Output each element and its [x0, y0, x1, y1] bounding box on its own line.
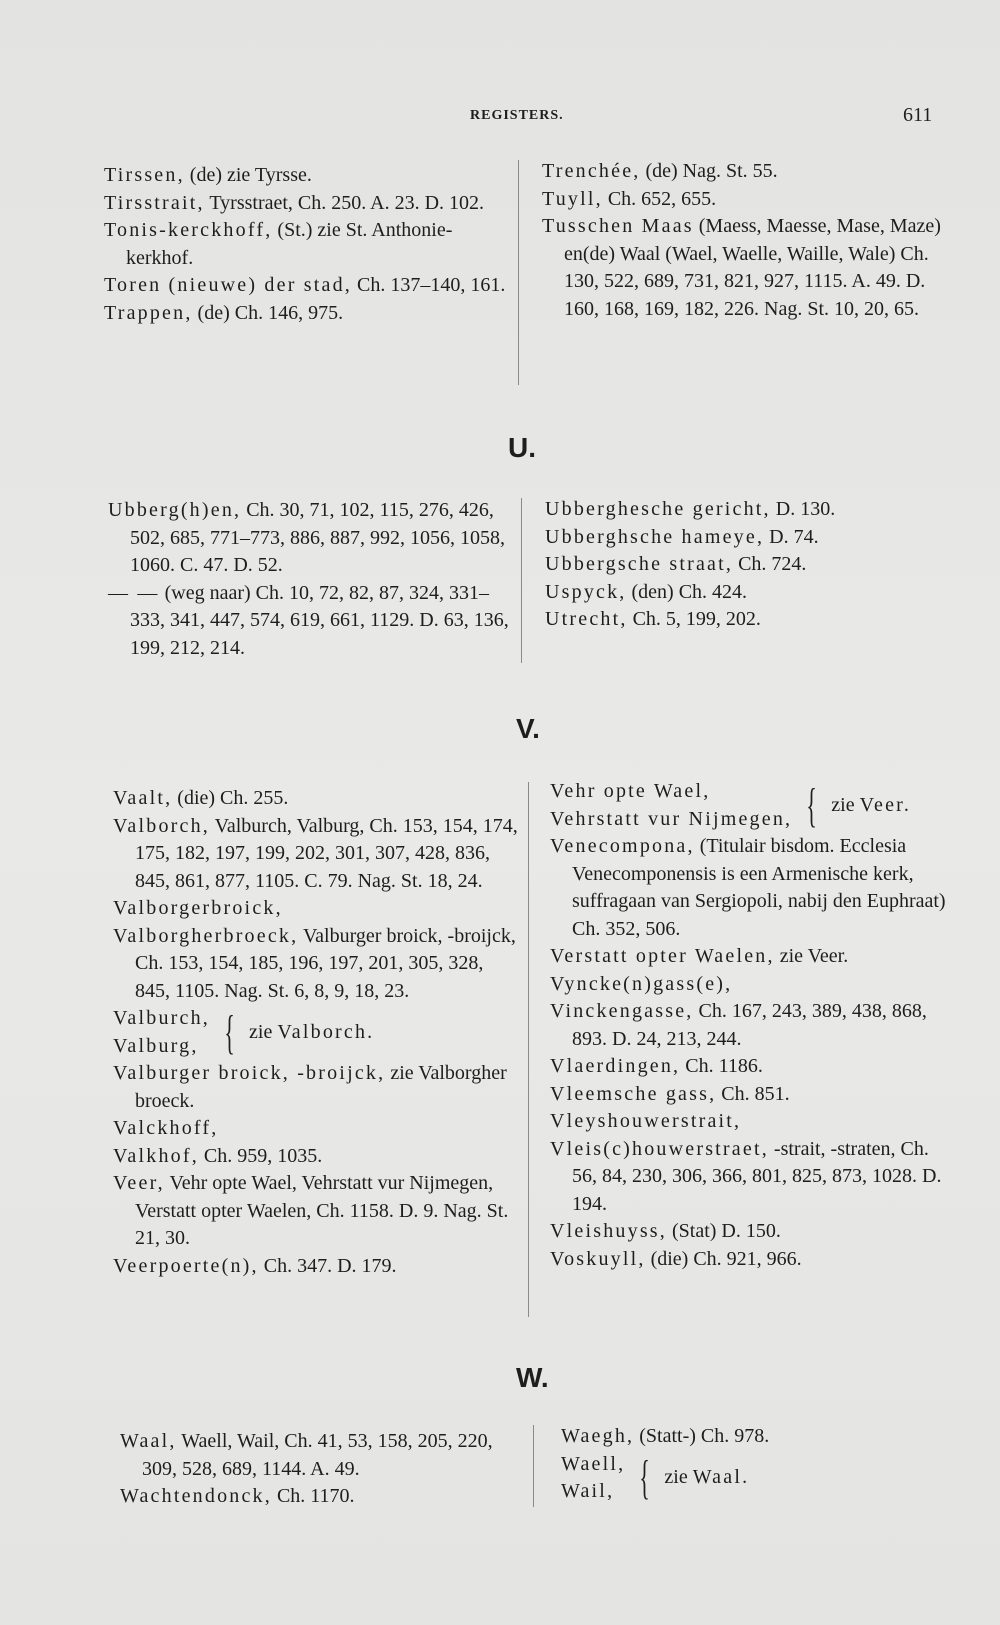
entry-references: Valburch, Valburg, Ch. 153, 154, 174, 175, 182, 197, 199, 202, 301, 307, 428, 836, 845, 861, 877, 1105. C. 79. Nag. St. 18, 24.	[135, 814, 518, 892]
entry-headword: Voskuyll,	[550, 1247, 646, 1270]
index-entry	[550, 833, 950, 943]
entry-references: (Maess, Maesse, Mase, Maze) en(de) Waal (Wael, Waelle, Waille, Wale) Ch. 130, 522, 689, 731, 821, 927, 1115. A. 49. D. 160, 168, 169, 182, 226. Nag. St. 10, 20, 65.	[564, 215, 941, 320]
index-entry	[561, 1423, 951, 1451]
entry-references: (Titulair bisdom. Ecclesia Venecomponensis is een Armenische kerk, suffragaan van Sergiopoli, nabij den Euphraat) Ch. 352, 506.	[572, 835, 946, 940]
index-entry	[108, 497, 518, 580]
index-entry	[542, 158, 947, 186]
brace-symbol: {	[224, 1005, 235, 1059]
see-label: zie	[664, 1466, 693, 1489]
brace-symbol: {	[639, 1451, 651, 1504]
index-entry	[550, 1053, 950, 1081]
entry-headword: Veer,	[113, 1172, 165, 1194]
index-entry	[104, 162, 514, 190]
u-right-column	[545, 496, 950, 634]
index-entry	[113, 1115, 518, 1143]
entry-references: Ch. 347. D. 179.	[258, 1254, 397, 1277]
see-label: zie	[249, 1020, 278, 1043]
entry-references: Ch. 167, 243, 389, 438, 868, 893. D. 24, 213, 244.	[572, 1000, 927, 1050]
entry-headword: — —	[108, 581, 160, 604]
see-target: Veer.	[859, 793, 912, 816]
section-letter-w: W.	[516, 1362, 549, 1393]
page-number: 611	[903, 104, 933, 126]
see-label: zie	[831, 793, 860, 816]
entry-references: (St.) zie St. Anthonie-kerkhof.	[126, 219, 453, 269]
entry-references: zie Valborgher broeck.	[135, 1062, 507, 1112]
entry-headword: Tuyll,	[542, 187, 603, 210]
index-entry	[545, 524, 950, 552]
column-divider	[533, 1425, 534, 1507]
entry-references: (die) Ch. 255.	[172, 787, 289, 809]
column-divider	[521, 498, 522, 663]
entry-headword: Vyncke(n)gass(e),	[550, 972, 733, 995]
entry-references: Ch. 959, 1035.	[198, 1144, 323, 1167]
entry-headword: Uspyck,	[545, 580, 627, 603]
t-left-column	[104, 162, 514, 327]
index-entry	[545, 606, 950, 634]
entry-headword: Vleis(c)houwerstraet,	[550, 1137, 769, 1160]
v-left-column	[113, 785, 518, 1280]
index-entry	[113, 1170, 518, 1253]
entry-headword: Valborgerbroick,	[113, 897, 283, 919]
entry-headword: Venecompona,	[550, 835, 695, 857]
entry-headword: Ubberghesche gericht,	[545, 498, 771, 520]
entry-references: (die) Ch. 921, 966.	[645, 1247, 802, 1270]
index-entry	[545, 551, 950, 579]
section-letter-v: V.	[516, 713, 540, 744]
index-entry	[120, 1428, 525, 1483]
index-entry	[550, 998, 950, 1053]
index-entry	[550, 1246, 950, 1274]
entry-headword: Valborch,	[113, 814, 210, 837]
index-entry	[113, 923, 518, 1006]
entry-references: D. 74.	[764, 525, 819, 548]
index-entry	[113, 895, 518, 923]
entry-headword: Valborgherbroeck,	[113, 924, 299, 947]
see-target: Waal.	[692, 1466, 750, 1489]
brace-name: Vehr opte Wael,	[550, 780, 711, 802]
see-target: Valborch.	[277, 1020, 375, 1043]
brace-name: Valburg,	[113, 1034, 199, 1057]
column-divider	[518, 160, 519, 385]
entry-references: Ch. 1170.	[271, 1485, 355, 1507]
entry-references: Ch. 851.	[716, 1082, 790, 1105]
entry-headword: Waal,	[120, 1430, 177, 1452]
entry-references: -strait, -straten, Ch. 56, 84, 230, 306, 366, 801, 825, 873, 1028. D. 194.	[572, 1137, 942, 1215]
brace-name: Valburch,	[113, 1007, 210, 1029]
entry-headword: Valkhof,	[113, 1144, 199, 1167]
index-entry	[104, 300, 514, 328]
entry-headword: Waegh,	[561, 1425, 635, 1447]
index-entry	[550, 971, 950, 999]
entry-headword: Vinckengasse,	[550, 1000, 694, 1022]
entry-headword: Ubbergsche straat,	[545, 553, 734, 575]
index-entry	[113, 1143, 518, 1171]
entry-references: Tyrsstraet, Ch. 250. A. 23. D. 102.	[204, 191, 485, 214]
entry-headword: Tusschen Maas	[542, 215, 694, 237]
entry-references: Vehr opte Wael, Vehrstatt vur Nijmegen, Verstatt opter Waelen, Ch. 1158. D. 9. Nag. St. 21, 30.	[135, 1172, 509, 1249]
entry-references: (Stat) D. 150.	[666, 1220, 781, 1242]
u-left-column	[108, 497, 518, 662]
v-left-brace-entry	[113, 1005, 518, 1060]
entry-references: Waell, Wail, Ch. 41, 53, 158, 205, 220, 309, 528, 689, 1144. A. 49.	[142, 1430, 493, 1480]
index-entry	[545, 496, 950, 524]
entry-references: (Statt-) Ch. 978.	[634, 1425, 770, 1447]
entry-references: (den) Ch. 424.	[626, 580, 748, 603]
index-entry	[545, 579, 950, 607]
index-entry	[113, 813, 518, 896]
entry-headword: Tonis-kerckhoff,	[104, 219, 273, 241]
entry-references: Ch. 724.	[733, 553, 807, 575]
index-entry	[108, 580, 518, 663]
index-entry	[550, 1081, 950, 1109]
entry-headword: Verstatt opter Waelen,	[550, 945, 775, 967]
index-entry	[550, 1108, 950, 1136]
index-entry	[550, 1218, 950, 1246]
t-right-column	[542, 158, 947, 323]
index-entry	[550, 1136, 950, 1219]
v-right-column	[550, 778, 950, 1273]
brace-name: Vehrstatt vur Nijmegen,	[550, 807, 793, 830]
entry-headword: Utrecht,	[545, 608, 628, 630]
entry-headword: Ubberg(h)en,	[108, 499, 242, 521]
entry-references: (de) Nag. St. 55.	[640, 160, 778, 182]
entry-headword: Toren (nieuwe) der stad,	[104, 274, 352, 296]
entry-references: zie Veer.	[774, 945, 849, 967]
entry-headword: Trappen,	[104, 301, 193, 324]
entry-headword: Tirsstrait,	[104, 191, 205, 214]
entry-headword: Wachtendonck,	[120, 1485, 272, 1507]
entry-references: Valburger broick, -broijck, Ch. 153, 154, 185, 196, 197, 201, 305, 328, 845, 1105. Nag. St. 6, 8, 9, 18, 23.	[135, 924, 516, 1002]
index-entry	[120, 1483, 525, 1511]
entry-references: Ch. 30, 71, 102, 115, 276, 426, 502, 685, 771–773, 886, 887, 992, 1056, 1058, 1060. C. 47. D. 52.	[130, 499, 505, 576]
section-letter-u: U.	[508, 432, 536, 463]
index-entry	[104, 190, 514, 218]
running-title: REGISTERS.	[470, 108, 564, 123]
column-divider	[528, 782, 529, 1317]
w-right-column	[561, 1423, 951, 1506]
index-entry	[113, 785, 518, 813]
entry-headword: Vleemsche gass,	[550, 1082, 717, 1105]
entry-headword: Vaalt,	[113, 787, 173, 809]
entry-references: Ch. 137–140, 161.	[352, 274, 506, 296]
index-entry	[113, 1253, 518, 1281]
index-entry	[542, 213, 947, 323]
brace-name: Wail,	[561, 1480, 615, 1502]
index-entry	[104, 217, 514, 272]
entry-headword: Tirssen,	[104, 164, 185, 186]
entry-references: Ch. 652, 655.	[602, 187, 717, 210]
index-entry	[113, 1060, 518, 1115]
entry-references: Ch. 5, 199, 202.	[627, 608, 761, 630]
entry-headword: Trenchée,	[542, 160, 641, 182]
index-entry	[542, 186, 947, 214]
entry-headword: Vleishuyss,	[550, 1220, 667, 1242]
entry-references: Ch. 1186.	[680, 1055, 763, 1077]
entry-headword: Valckhoff,	[113, 1117, 219, 1139]
entry-headword: Vleyshouwerstrait,	[550, 1110, 742, 1132]
entry-references: (de) zie Tyrsse.	[184, 164, 312, 186]
brace-symbol: {	[806, 778, 817, 832]
entry-headword: Valburger broick, -broijck,	[113, 1062, 386, 1084]
brace-name: Waell,	[561, 1452, 626, 1475]
entry-references: (weg naar) Ch. 10, 72, 82, 87, 324, 331–333, 341, 447, 574, 619, 661, 1129. D. 63, 136, 199, 212, 214.	[130, 581, 509, 659]
entry-headword: Ubberghsche hameye,	[545, 525, 765, 548]
entry-references: (de) Ch. 146, 975.	[192, 301, 344, 324]
entry-headword: Vlaerdingen,	[550, 1055, 681, 1077]
index-entry	[104, 272, 514, 300]
v-right-brace-entry	[550, 778, 950, 833]
entry-references: D. 130.	[770, 498, 836, 520]
entry-headword: Veerpoerte(n),	[113, 1254, 259, 1277]
index-entry	[550, 943, 950, 971]
w-right-brace-entry	[561, 1451, 951, 1506]
w-left-column	[120, 1428, 525, 1511]
